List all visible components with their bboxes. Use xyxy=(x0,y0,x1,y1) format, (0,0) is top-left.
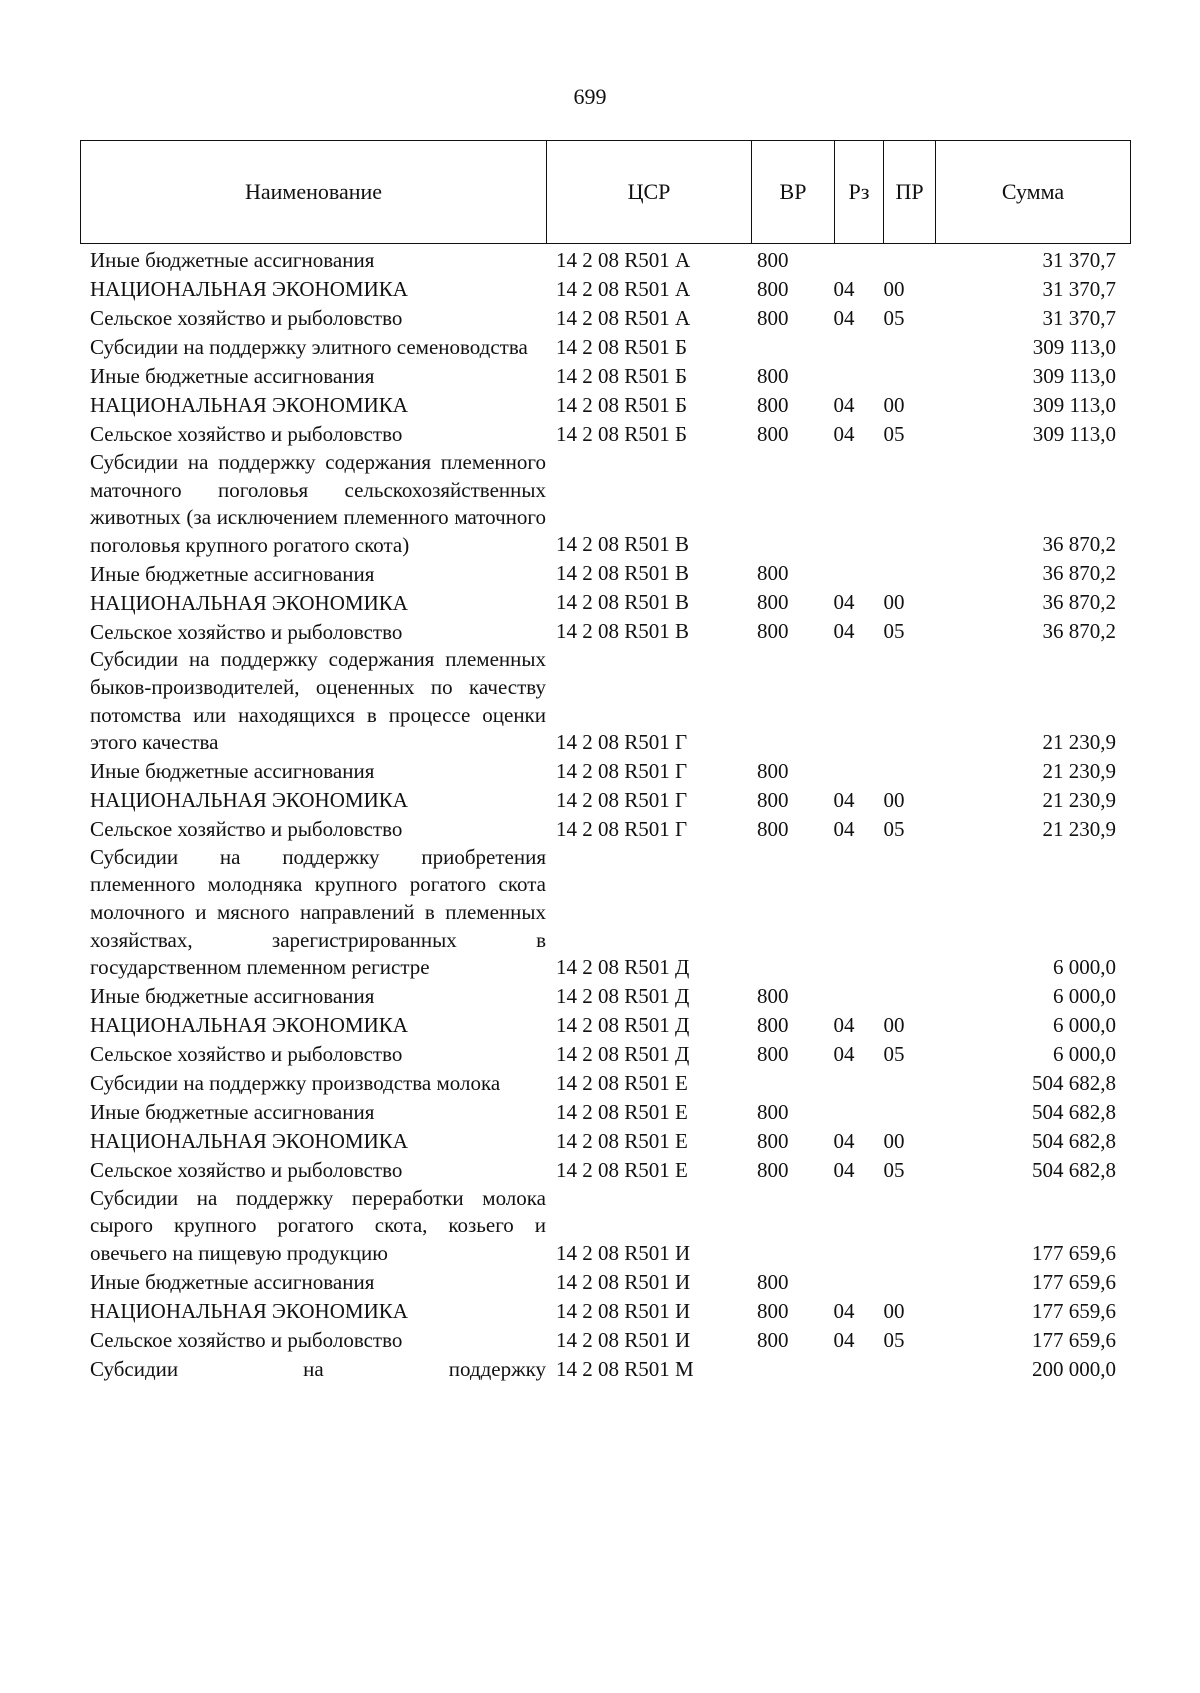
row-csr: 14 2 08 R501 В xyxy=(556,561,690,586)
row-name: Субсидии на поддержку приобретения племенного молодняка крупного рогатого скота молочного и мясного направлений в племенных хозяйствах, зарегистрированных в государственном племенном регистре xyxy=(90,844,546,980)
row-sum: 177 659,6 xyxy=(1032,1327,1116,1352)
row-name: Субсидии на поддержку элитного семеноводства xyxy=(90,335,528,360)
row-csr: 14 2 08 R501 И xyxy=(556,1327,691,1352)
column-header-csr: ЦСР xyxy=(547,141,752,244)
row-sum: 31 370,7 xyxy=(1042,248,1116,272)
row-csr: 14 2 08 R501 И xyxy=(556,1240,691,1265)
row-pr: 00 xyxy=(883,590,905,615)
table-row xyxy=(80,391,1130,420)
row-name: НАЦИОНАЛЬНАЯ ЭКОНОМИКА xyxy=(90,393,408,418)
row-sum: 504 682,8 xyxy=(1032,1070,1116,1095)
row-csr: 14 2 08 R501 Б xyxy=(556,393,688,417)
table-row xyxy=(80,588,1130,617)
table-row xyxy=(80,559,1130,588)
row-sum: 21 230,9 xyxy=(1042,787,1116,812)
row-rz: 04 xyxy=(833,1128,855,1153)
row-pr: 05 xyxy=(883,422,905,446)
row-vr: 800 xyxy=(757,983,789,1008)
row-rz: 04 xyxy=(833,393,855,417)
row-rz: 04 xyxy=(833,1327,855,1352)
row-name: НАЦИОНАЛЬНАЯ ЭКОНОМИКА xyxy=(90,1298,408,1323)
row-rz: 04 xyxy=(833,787,855,812)
table-row xyxy=(80,246,1130,275)
row-sum: 31 370,7 xyxy=(1042,306,1116,330)
row-csr: 14 2 08 R501 Г xyxy=(556,787,688,812)
row-sum: 21 230,9 xyxy=(1042,729,1116,754)
row-sum: 6 000,0 xyxy=(1053,1012,1116,1037)
row-csr: 14 2 08 R501 А xyxy=(556,277,691,301)
row-rz: 04 xyxy=(833,1157,855,1182)
table-row xyxy=(80,1297,1130,1326)
row-vr: 800 xyxy=(757,590,789,615)
table-row xyxy=(80,275,1130,304)
row-sum: 177 659,6 xyxy=(1032,1240,1116,1265)
row-sum: 504 682,8 xyxy=(1032,1128,1116,1153)
row-pr: 00 xyxy=(883,787,905,812)
row-rz: 04 xyxy=(833,590,855,615)
row-csr: 14 2 08 R501 Д xyxy=(556,1012,690,1037)
row-rz: 04 xyxy=(833,1298,855,1323)
row-vr: 800 xyxy=(757,306,789,330)
row-vr: 800 xyxy=(757,619,789,644)
row-sum: 177 659,6 xyxy=(1032,1269,1116,1294)
row-sum: 36 870,2 xyxy=(1042,532,1116,557)
row-sum: 200 000,0 xyxy=(1032,1356,1116,1381)
row-sum: 177 659,6 xyxy=(1032,1298,1116,1323)
row-vr: 800 xyxy=(757,1012,789,1037)
table-row xyxy=(80,304,1130,333)
row-rz: 04 xyxy=(833,306,855,330)
row-name: Сельское хозяйство и рыболовство xyxy=(90,817,403,842)
row-csr: 14 2 08 R501 Г xyxy=(556,758,688,783)
row-name: Субсидии на поддержку xyxy=(90,1356,546,1381)
table-row xyxy=(80,757,1130,786)
row-name: Иные бюджетные ассигнования xyxy=(90,561,375,586)
row-name: Субсидии на поддержку переработки молока сырого крупного рогатого скота, козьего и овечьего на пищевую продукцию xyxy=(90,1185,546,1265)
row-sum: 31 370,7 xyxy=(1042,277,1116,301)
row-vr: 800 xyxy=(757,1157,789,1182)
row-vr: 800 xyxy=(757,422,789,446)
table-row xyxy=(80,844,1130,982)
row-name: Сельское хозяйство и рыболовство xyxy=(90,1327,403,1352)
table-row xyxy=(80,1098,1130,1127)
row-rz: 04 xyxy=(833,619,855,644)
row-vr: 800 xyxy=(757,393,789,417)
table-row xyxy=(80,420,1130,449)
row-vr: 800 xyxy=(757,1128,789,1153)
row-csr: 14 2 08 R501 Б xyxy=(556,364,688,388)
row-name: Иные бюджетные ассигнования xyxy=(90,984,375,1009)
row-name: Сельское хозяйство и рыболовство xyxy=(90,306,403,331)
table-row xyxy=(80,1040,1130,1069)
row-vr: 800 xyxy=(757,364,789,388)
row-csr: 14 2 08 R501 Д xyxy=(556,954,690,979)
row-pr: 05 xyxy=(883,306,905,330)
row-sum: 309 113,0 xyxy=(1032,422,1116,446)
row-name: Иные бюджетные ассигнования xyxy=(90,248,375,273)
table-row xyxy=(80,815,1130,844)
table-header xyxy=(80,140,1131,244)
row-csr: 14 2 08 R501 Е xyxy=(556,1070,688,1095)
row-pr: 00 xyxy=(883,1298,905,1323)
row-name: НАЦИОНАЛЬНАЯ ЭКОНОМИКА xyxy=(90,590,408,615)
row-rz: 04 xyxy=(833,1012,855,1037)
row-vr: 800 xyxy=(757,787,789,812)
row-sum: 21 230,9 xyxy=(1042,816,1116,841)
row-csr: 14 2 08 R501 Б xyxy=(556,335,688,359)
row-rz: 04 xyxy=(833,277,855,301)
table-row xyxy=(80,617,1130,646)
row-rz: 04 xyxy=(833,1041,855,1066)
row-rz: 04 xyxy=(833,816,855,841)
row-name: Субсидии на поддержку содержания племенных быков-производителей, оцененных по качеству потомства или находящихся в процессе оценки этого качества xyxy=(90,647,546,755)
column-header-vr: ВР xyxy=(752,141,835,244)
table-row xyxy=(80,1156,1130,1185)
row-sum: 36 870,2 xyxy=(1042,590,1116,615)
row-sum: 6 000,0 xyxy=(1053,1041,1116,1066)
row-csr: 14 2 08 R501 Е xyxy=(556,1128,688,1153)
table-row xyxy=(80,1268,1130,1297)
row-csr: 14 2 08 R501 Г xyxy=(556,729,688,754)
row-pr: 00 xyxy=(883,393,905,417)
row-sum: 504 682,8 xyxy=(1032,1157,1116,1182)
row-vr: 800 xyxy=(757,816,789,841)
row-csr: 14 2 08 R501 Д xyxy=(556,983,690,1008)
row-pr: 05 xyxy=(883,1327,905,1352)
row-csr: 14 2 08 R501 В xyxy=(556,532,690,557)
row-pr: 05 xyxy=(883,816,905,841)
table-row xyxy=(80,982,1130,1011)
row-csr: 14 2 08 R501 Е xyxy=(556,1099,688,1124)
table-row xyxy=(80,362,1130,391)
row-csr: 14 2 08 R501 Г xyxy=(556,816,688,841)
table-row xyxy=(80,1127,1130,1156)
row-vr: 800 xyxy=(757,561,789,586)
row-rz: 04 xyxy=(833,422,855,446)
page-number: 699 xyxy=(573,84,607,109)
row-sum: 504 682,8 xyxy=(1032,1099,1116,1124)
column-header-sum: Сумма xyxy=(936,141,1131,244)
table-row xyxy=(80,1011,1130,1040)
table-row xyxy=(80,786,1130,815)
row-vr: 800 xyxy=(757,1099,789,1124)
row-sum: 6 000,0 xyxy=(1053,983,1116,1008)
row-csr: 14 2 08 R501 Д xyxy=(556,1041,690,1066)
row-sum: 21 230,9 xyxy=(1042,758,1116,783)
row-vr: 800 xyxy=(757,1327,789,1352)
row-name: Сельское хозяйство и рыболовство xyxy=(90,619,403,644)
table-row xyxy=(80,1185,1130,1268)
row-pr: 00 xyxy=(883,277,905,301)
row-name: Субсидии на поддержку содержания племенного маточного поголовья сельскохозяйственных животных (за исключением племенного маточного поголовья крупного рогатого скота) xyxy=(90,450,546,557)
row-csr: 14 2 08 R501 В xyxy=(556,619,690,644)
row-name: Субсидии на поддержку производства молока xyxy=(90,1071,501,1096)
row-vr: 800 xyxy=(757,248,789,272)
row-vr: 800 xyxy=(757,758,789,783)
row-name: Сельское хозяйство и рыболовство xyxy=(90,1042,403,1067)
row-pr: 05 xyxy=(883,1041,905,1066)
row-name: НАЦИОНАЛЬНАЯ ЭКОНОМИКА xyxy=(90,788,408,813)
table-row xyxy=(80,1355,1130,1384)
row-vr: 800 xyxy=(757,277,789,301)
row-sum: 36 870,2 xyxy=(1042,619,1116,644)
row-csr: 14 2 08 R501 И xyxy=(556,1269,691,1294)
row-vr: 800 xyxy=(757,1269,789,1294)
row-vr: 800 xyxy=(757,1041,789,1066)
row-csr: 14 2 08 R501 И xyxy=(556,1298,691,1323)
table-row xyxy=(80,333,1130,362)
row-csr: 14 2 08 R501 Е xyxy=(556,1157,688,1182)
row-name: НАЦИОНАЛЬНАЯ ЭКОНОМИКА xyxy=(90,277,408,302)
row-csr: 14 2 08 R501 А xyxy=(556,306,691,330)
row-name: Иные бюджетные ассигнования xyxy=(90,364,375,389)
row-name: Иные бюджетные ассигнования xyxy=(90,1100,375,1125)
row-name: Сельское хозяйство и рыболовство xyxy=(90,1158,403,1183)
row-sum: 309 113,0 xyxy=(1032,393,1116,417)
row-pr: 00 xyxy=(883,1128,905,1153)
table-row xyxy=(80,1069,1130,1098)
row-csr: 14 2 08 R501 М xyxy=(556,1356,694,1381)
row-sum: 6 000,0 xyxy=(1053,954,1116,979)
row-vr: 800 xyxy=(757,1298,789,1323)
table-row xyxy=(80,449,1130,559)
row-sum: 309 113,0 xyxy=(1032,335,1116,359)
row-csr: 14 2 08 R501 Б xyxy=(556,422,688,446)
table-body xyxy=(80,246,1130,1384)
row-csr: 14 2 08 R501 В xyxy=(556,590,690,615)
column-header-pr: ПР xyxy=(884,141,936,244)
row-pr: 05 xyxy=(883,1157,905,1182)
column-header-rz: Рз xyxy=(835,141,884,244)
row-sum: 36 870,2 xyxy=(1042,561,1116,586)
row-name: Иные бюджетные ассигнования xyxy=(90,759,375,784)
row-csr: 14 2 08 R501 А xyxy=(556,248,691,272)
row-sum: 309 113,0 xyxy=(1032,364,1116,388)
row-name: НАЦИОНАЛЬНАЯ ЭКОНОМИКА xyxy=(90,1013,408,1038)
row-pr: 00 xyxy=(883,1012,905,1037)
table-row xyxy=(80,1326,1130,1355)
column-header-name: Наименование xyxy=(81,141,547,244)
row-pr: 05 xyxy=(883,619,905,644)
table-row xyxy=(80,646,1130,756)
row-name: Иные бюджетные ассигнования xyxy=(90,1269,375,1294)
row-name: НАЦИОНАЛЬНАЯ ЭКОНОМИКА xyxy=(90,1129,408,1154)
row-name: Сельское хозяйство и рыболовство xyxy=(90,422,403,447)
